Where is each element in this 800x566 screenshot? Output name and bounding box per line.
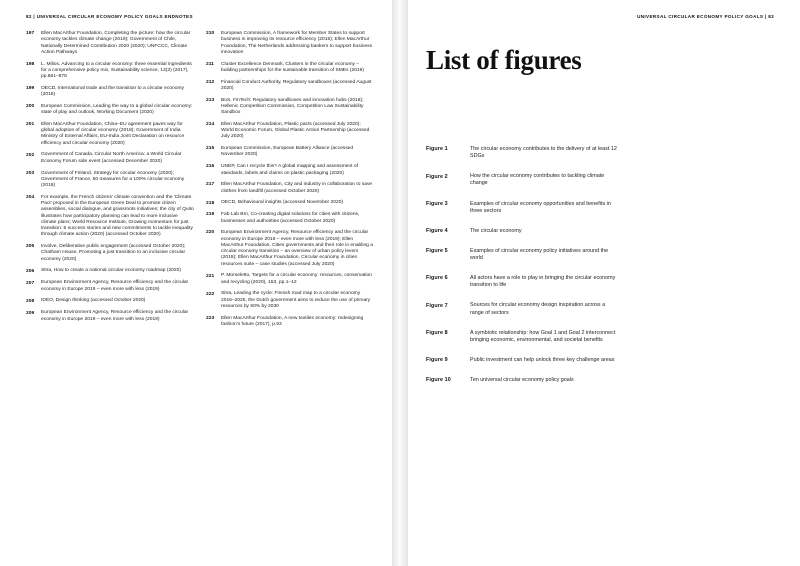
figure-label: Figure 5 [426,248,448,255]
endnote-text: OECD, International trade and the transition to a circular economy (2018) [41,85,184,98]
endnote-text: European Commission, European Battery Alliance (accessed November 2020) [221,146,354,158]
endnote-number: 212 [206,79,215,85]
figure-label: Figure 4 [426,228,448,235]
endnote-item [26,310,194,323]
endnote-columns [26,31,380,334]
endnote-item [206,98,374,117]
endnote-text: Sitra, Leading the cycle: Finnish road map to a circular economy 2016–2025, the Dutch government aims to reduce the use of primary resources by 50% by 2030 [221,291,371,309]
endnote-number: 198 [26,61,35,67]
endnote-number: 213 [206,97,215,103]
endnote-text: UNEP, Can I recycle this? A global mapping and assessment of standards, labels and claims on plastic packaging (2020) [221,164,358,176]
endnote-number: 203 [26,170,35,176]
endnote-item [26,152,194,165]
figure-description: Examples of circular economy opportunities and benefits in three sectors [470,200,611,214]
endnote-item [206,182,374,195]
endnote-item [26,195,194,239]
endnote-item [206,122,374,141]
endnote-item [206,146,374,159]
endnote-item [206,291,374,310]
figure-description: A symbiotic relationship: how Goal 1 and Goal 2 interconnect bringing economic, environmental, and societal benefits [470,329,616,343]
endnote-item [206,212,374,225]
list-item [426,377,774,384]
endnote-text: Ellen MacArthur Foundation, Completing the picture: how the circular economy tackles climate change (2019); Government of Chile, Nationally Determined Contribution 2020 (2020); UNFCCC, Climate Action Pathways [41,31,191,55]
endnote-item [26,171,194,190]
endnote-number: 208 [26,298,35,304]
figure-label: Figure 2 [426,173,448,180]
list-item [426,330,774,344]
endnote-number: 221 [206,273,215,279]
endnote-number: 207 [26,280,35,286]
list-item [426,248,774,262]
endnote-item [206,31,374,56]
figure-description: How the circular economy contributes to tackling climate change [470,173,605,187]
running-head-right: UNIVERSAL CIRCULAR ECONOMY POLICY GOALS | 83 [637,14,774,19]
figure-description: Sources for circular economy design inspiration across a range of sectors [470,302,606,316]
endnote-item [206,80,374,93]
list-item [426,201,774,215]
figure-description: The circular economy [470,227,522,234]
endnote-number: 205 [26,244,35,250]
endnote-text: L. Milios, Advancing to a circular economy: three essential ingredients for a comprehensive policy mix, Sustainability science, 13(3) (2017), pp.861–878 [41,61,192,80]
figure-description: Ten universal circular economy policy goals [470,377,574,383]
list-of-figures [426,146,774,384]
endnote-column-1 [26,31,194,334]
endnote-text: European Environment Agency, Resource efficiency and the circular economy in Europe 2019 – even more with less (2019) [41,310,189,322]
figure-description: Examples of circular economy policy initiatives around the world [470,247,609,261]
endnote-number: 214 [206,122,215,128]
endnote-text: For example, the French citizens' climate convention and the 'Climate Pact' proposed in the European Green Deal to promote citizen assemblies, social dialogue, and grassroots initiatives; the city of Quito illustrates how participatory planning can lead to more inclusive climate plans; World Resource Institute, Growing momentum for just transition: 5 success stories and new commitments to tackle inequality through climate action (2020) (accessed October 2020) [41,194,194,238]
endnote-number: 199 [26,86,35,92]
list-item [426,302,774,316]
endnote-item [26,86,194,99]
endnote-text: Ellen MacArthur Foundation, City and industry in collaboration to save clothes from landfill (accessed October 2020) [221,182,373,194]
list-item [426,146,774,160]
endnote-number: 216 [206,164,215,170]
endnote-number: 219 [206,212,215,218]
endnote-number: 204 [26,195,35,200]
endnote-text: European Environment Agency, Resource efficiency and the circular economy in Europe 2019 – even more with less (2019); Ellen MacArthur Foundation, Cities governments and their role in enabling a circular economy transition – an overview of urban policy levers (2019); Ellen MacArthur Foundation, Circular economy in cities resources suite – case studies (accessed July 2020) [221,230,373,267]
endnote-item [26,104,194,117]
endnote-item [206,62,374,75]
figure-label: Figure 9 [426,357,448,364]
endnote-number: 217 [206,182,215,188]
endnote-number: 200 [26,104,35,110]
figure-label: Figure 7 [426,302,448,309]
endnote-number: 220 [206,230,215,236]
endnote-number: 202 [26,152,35,158]
endnote-item [26,244,194,263]
running-head-left: 82 | UNIVERSAL CIRCULAR ECONOMY POLICY GOALS ENDNOTES [26,14,193,19]
endnote-text: European Environment Agency, Resource efficiency and the circular economy in Europe 2019 – even more with less (2019) [41,280,189,292]
endnote-item [26,122,194,147]
endnote-text: IDEO, Design thinking (accessed October 2020) [41,298,146,304]
figure-label: Figure 1 [426,146,448,153]
endnote-text: Government of Canada, Circular North America: a World Circular Economy Forum side event (accessed December 2020) [41,152,182,164]
endnote-text: OECD, Behavioural insights (accessed November 2020) [221,200,344,206]
endnote-item [26,62,194,81]
figure-label: Figure 10 [426,377,451,384]
endnote-number: 218 [206,200,215,206]
endnote-item [206,316,374,329]
figure-description: All actors have a role to play in bringing the circular economy transition to life [470,275,616,289]
endnote-text: European Commission, A framework for Member States to support business in improving its resource efficiency (2015); Ellen MacArthur Foundation, The Netherlands addressing bankers to support business innovation [221,31,373,55]
endnote-text: Ellen MacArthur Foundation, China–EU agreement paves way for global adoption of circular economy (2018); Government of India Ministry of External Affairs, EU-India Joint Declaration on resource efficiency and circular economy (2020) [41,121,185,146]
endnote-number: 201 [26,122,35,128]
list-item [426,173,774,187]
list-item [426,228,774,235]
endnote-item [206,273,374,286]
figure-label: Figure 8 [426,329,448,336]
endnote-number: 222 [206,291,215,297]
endnote-text: Ellen MacArthur Foundation, Plastic pacts (accessed July 2020); World Economic Forum, Global Plastic Action Partnership (accessed July 2020) [221,121,370,140]
figure-label: Figure 6 [426,275,448,282]
endnote-item [206,230,374,268]
endnote-number: 209 [26,310,35,316]
endnote-number: 215 [206,146,215,152]
list-item [426,275,774,289]
endnote-text: BoS, FinTech: Regulatory sandboxes and innovation hubs (2018); Hellenic Competition Commission, Competition Law Sustainability Sandbox [221,97,364,116]
endnote-item [26,31,194,56]
endnote-text: P. Morseletto, Targets for a circular economy: resources, conservation and recycling (2020), 153, pp.1–12 [221,273,372,285]
endnote-item [206,164,374,177]
endnote-text: Government of Finland, Strategy for circular economy (2020); Government of France, 50 measures for a 100% circular economy (2018) [41,170,185,189]
endnote-item [206,200,374,206]
endnote-number: 197 [26,31,35,37]
endnote-text: Cluster Excellence Denmark, Clusters in the circular economy – building partnerships for the sustainable transition of SMEs (2019) [221,61,364,73]
endnote-number: 223 [206,315,215,321]
list-item [426,357,774,364]
endnote-text: Ellen MacArthur Foundation, A new textiles economy: redesigning fashion's future (2017), p.93 [221,315,364,327]
endnote-text: Sitra, How to create a national circular economy roadmap (2020) [41,268,181,274]
endnote-item [26,280,194,293]
figure-description: Public investment can help unlock three key challenge areas [470,356,615,363]
endnote-number: 210 [206,31,215,37]
endnote-number: 206 [26,268,35,274]
figure-description: The circular economy contributes to the delivery of at least 12 SDGs [470,146,617,160]
page-title: List of figures [426,45,582,75]
endnote-text: Fab Lab Brn, Co-creating digital solutions for cities with citizens, businesses and authorities (accessed October 2020) [221,212,360,224]
endnote-text: Financial Conduct Authority, Regulatory sandboxes (accessed August 2020) [221,79,372,91]
endnote-item [26,268,194,274]
right-page [400,0,800,566]
endnote-text: European Commission, Leading the way to a global circular economy: state of play and outlook, Working Document (2020) [41,103,193,116]
figure-label: Figure 3 [426,200,448,207]
endnote-column-2 [206,31,374,334]
endnote-text: Involve, Deliberative public engagement (accessed October 2020); Chatham House, Promoting a just transition to an inclusive circular economy (2020) [41,244,186,262]
endnote-number: 211 [206,61,214,67]
endnote-item [26,298,194,304]
